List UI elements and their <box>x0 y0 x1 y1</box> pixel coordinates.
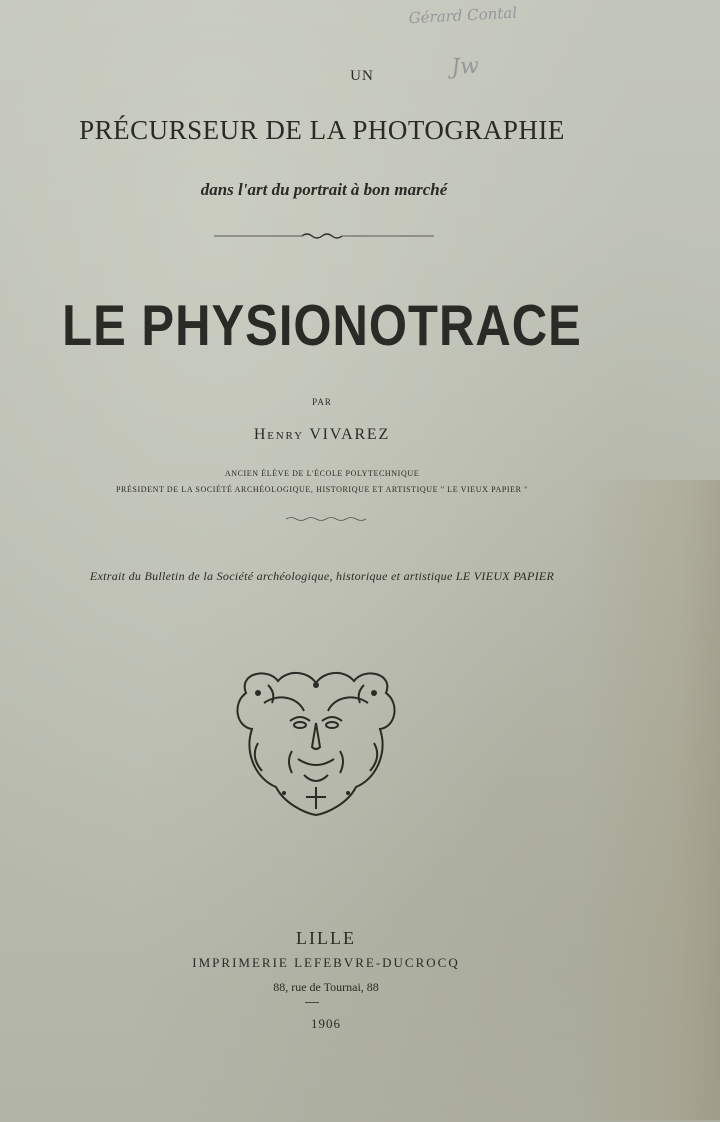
annotation-line-1: Gérard Contal <box>408 3 518 28</box>
imprint-address: 88, rue de Tournai, 88 <box>273 980 379 994</box>
imprint-printer: IMPRIMERIE LEFEBVRE-DUCROCQ <box>192 955 460 970</box>
main-title: LE PHYSIONOTRACE <box>62 294 582 358</box>
imprint-city: LILLE <box>296 928 356 948</box>
small-ornament-icon <box>286 515 366 523</box>
extract-note: Extrait du Bulletin de la Société archéologique, historique et artistique LE VIEUX PAPIER <box>89 569 555 583</box>
byline-par: PAR <box>312 397 332 407</box>
printer-mark-mask-emblem-icon <box>228 663 404 819</box>
header-un: UN <box>350 68 374 84</box>
header-subtitle: dans l'art du portrait à bon marché <box>200 180 448 199</box>
ornament-rule-icon <box>214 230 434 242</box>
imprint-divider <box>305 1002 319 1003</box>
annotation-line-2: Jw <box>450 53 480 81</box>
imprint-year: 1906 <box>311 1016 341 1031</box>
author-credential-2: PRÉSIDENT DE LA SOCIÉTÉ ARCHÉOLOGIQUE, HISTORIQUE ET ARTISTIQUE " LE VIEUX PAPIER " <box>115 485 529 494</box>
header-precursor: PRÉCURSEUR DE LA PHOTOGRAPHIE <box>79 115 565 145</box>
author-name: Henry VIVAREZ <box>253 426 391 443</box>
author-credential-1: ANCIEN ÉLÈVE DE L'ÉCOLE POLYTECHNIQUE <box>224 469 420 478</box>
